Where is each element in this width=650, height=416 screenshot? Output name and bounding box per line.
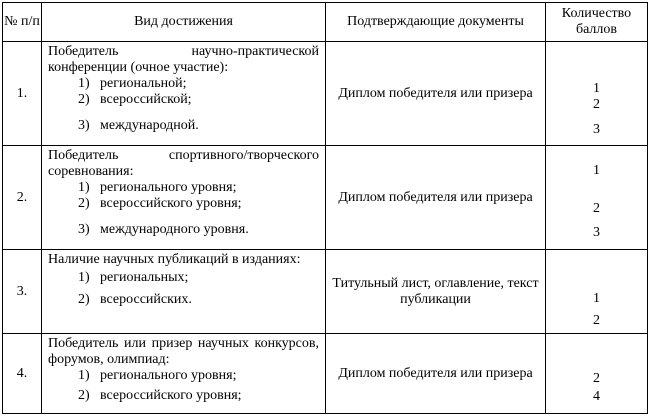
list-item [78,222,319,238]
list-item-text: региональных; [100,270,189,285]
points-value: 3 [593,225,600,240]
achievement-cell [42,146,326,250]
points-value: 2 [593,313,600,328]
list-item [78,292,319,308]
list-item [78,118,319,134]
list-item [78,388,319,404]
achievement-list [48,368,319,404]
points-cell [546,250,648,334]
points-value: 3 [593,122,600,137]
points-value: 4 [593,389,600,404]
table-row [3,42,648,146]
achievement-title: Победитель или призер научных конкурсов, форумов, олимпиад: [48,336,319,367]
list-item-text: региональной; [100,76,187,91]
list-item-text: всероссийского уровня; [100,196,242,211]
header-documents: Подтверждающие документы [326,3,546,42]
list-marker: 2) [78,292,90,307]
points-value: 2 [593,97,600,112]
list-item-text: регионального уровня; [100,368,237,383]
list-marker: 3) [78,222,90,237]
list-item [78,92,319,108]
list-item-text: международного уровня. [100,222,249,237]
table-row [3,334,648,414]
achievement-list [48,76,319,134]
header-points: Количество баллов [546,3,648,42]
list-marker: 2) [78,196,90,211]
points-value: 1 [593,81,600,96]
points-cell [546,42,648,146]
list-item [78,180,319,196]
table-row [3,146,648,250]
achievement-cell [42,42,326,146]
points-value: 1 [593,291,600,306]
list-marker: 2) [78,388,90,403]
document-cell: Диплом победителя или призера [326,42,546,146]
row-number: 2. [3,146,42,250]
achievement-title: Победитель научно-практической конференции (очное участие): [48,44,319,75]
list-item-text: всероссийской; [100,92,192,107]
achievements-table [2,2,648,414]
points-value: 2 [593,201,600,216]
list-marker: 1) [78,76,90,91]
document-cell: Титульный лист, оглавление, текст публикации [326,250,546,334]
document-cell: Диплом победителя или призера [326,146,546,250]
row-number: 3. [3,250,42,334]
points-value: 2 [593,371,600,386]
table-row [3,250,648,334]
list-item [78,76,319,92]
list-item-text: международной. [100,118,199,133]
list-marker: 3) [78,118,90,133]
header-achievement: Вид достижения [42,3,326,42]
points-cell [546,146,648,250]
points-value: 1 [593,163,600,178]
list-marker: 2) [78,92,90,107]
list-item [78,196,319,212]
list-item [78,368,319,384]
achievement-cell [42,334,326,414]
list-item [78,270,319,286]
list-marker: 1) [78,368,90,383]
document-cell: Диплом победителя или призера [326,334,546,414]
achievement-title: Наличие научных публикаций в изданиях: [48,252,301,267]
list-item-text: регионального уровня; [100,180,237,195]
row-number: 1. [3,42,42,146]
header-num: № п/п [3,3,42,42]
list-item-text: всероссийского уровня; [100,388,242,403]
achievement-cell [42,250,326,334]
row-number: 4. [3,334,42,414]
table-header-row [3,3,648,42]
list-marker: 1) [78,180,90,195]
list-item-text: всероссийских. [100,292,192,307]
achievement-list [48,180,319,238]
achievement-title: Победитель спортивного/творческого соревнования: [48,148,319,179]
list-marker: 1) [78,270,90,285]
achievement-list [48,270,319,308]
points-cell [546,334,648,414]
